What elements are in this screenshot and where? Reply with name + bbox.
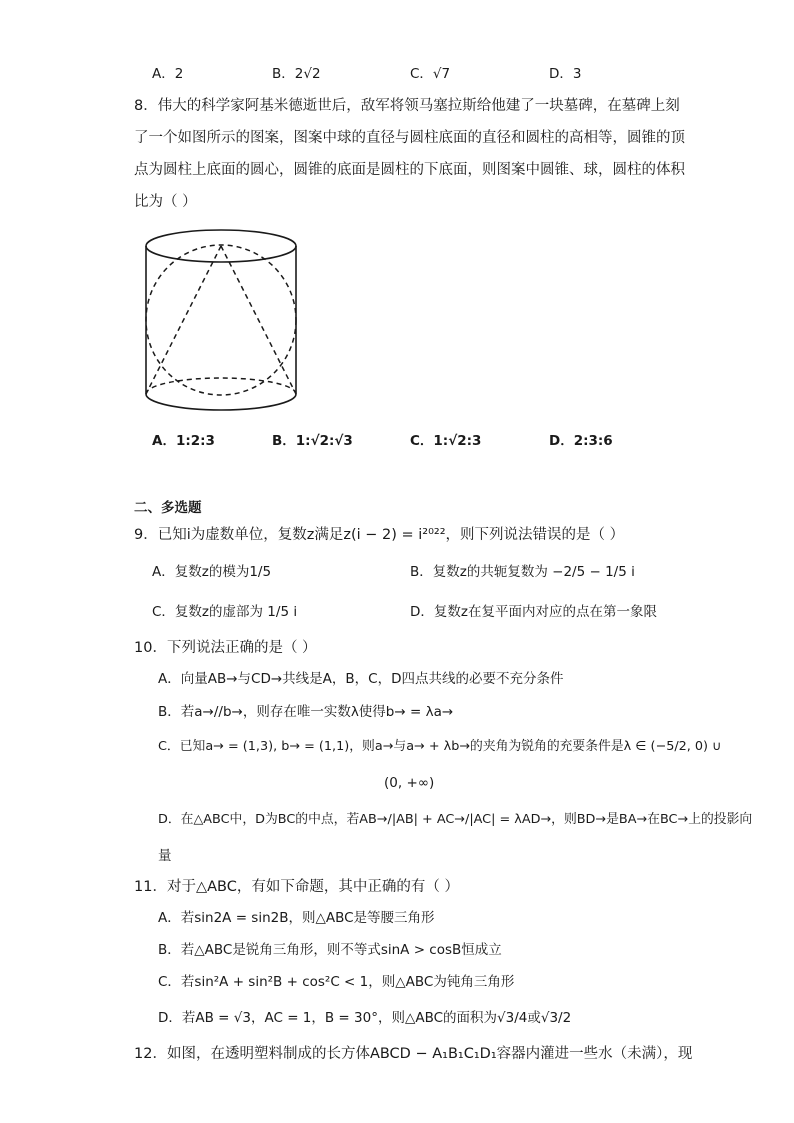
q8-option-d: D．2:3:6 [549, 433, 613, 449]
q8-option-a: A．1:2:3 [152, 433, 215, 449]
q10-option-a: A．向量AB→与CD→共线是A，B，C，D四点共线的必要不充分条件 [158, 671, 564, 687]
q7-option-b: B．2√2 [272, 66, 321, 82]
q9-option-d: D．复数z在复平面内对应的点在第一象限 [410, 604, 657, 620]
q8-stem-line-3: 点为圆柱上底面的圆心，圆锥的底面是圆柱的下底面，则图案中圆锥、球，圆柱的体积 [134, 162, 685, 178]
cylinder-bottom-front-arc [146, 394, 296, 410]
sphere-outline [146, 245, 296, 395]
q11-option-c: C．若sin²A + sin²B + cos²C < 1，则△ABC为钝角三角形 [158, 974, 515, 990]
q10-option-c-continuation: (0, +∞) [384, 775, 435, 791]
q7-option-c: C．√7 [410, 66, 451, 82]
q9-option-a: A．复数z的模为1/5 [152, 564, 272, 580]
q9-stem: 9．已知i为虚数单位，复数z满足z(i − 2) = i²⁰²²，则下列说法错误的是（ ） [134, 527, 625, 543]
q12-stem: 12．如图，在透明塑料制成的长方体ABCD − A₁B₁C₁D₁容器内灌进一些水（未满），现 [134, 1046, 693, 1062]
q8-option-c: C．1:√2:3 [410, 433, 482, 449]
q11-stem: 11．对于△ABC，有如下命题，其中正确的有（ ） [134, 879, 459, 895]
cone-right-edge [221, 246, 296, 394]
q11-option-a: A．若sin2A = sin2B，则△ABC是等腰三角形 [158, 910, 435, 926]
q11-option-b: B．若△ABC是锐角三角形，则不等式sinA > cosB恒成立 [158, 942, 502, 958]
q7-option-d: D．3 [549, 66, 582, 82]
q8-option-b: B．1:√2:√3 [272, 433, 353, 449]
cylinder-sphere-cone-figure [138, 216, 304, 422]
q7-option-a: A．2 [152, 66, 184, 82]
q8-stem-line-1: 8．伟大的科学家阿基米德逝世后，敌军将领马塞拉斯给他建了一块墓碑，在墓碑上刻 [134, 98, 680, 114]
q10-stem: 10．下列说法正确的是（ ） [134, 640, 317, 656]
q11-option-d: D．若AB = √3，AC = 1，B = 30°，则△ABC的面积为√3/4或√3/2 [158, 1010, 572, 1026]
q8-stem-line-4: 比为（ ） [134, 194, 197, 210]
cylinder-bottom-back-arc [146, 378, 296, 394]
q8-stem-line-2: 了一个如图所示的图案，图案中球的直径与圆柱底面的直径和圆柱的高相等，圆锥的顶 [134, 130, 685, 146]
cone-left-edge [146, 246, 221, 394]
q9-option-b: B．复数z的共轭复数为 −2/5 − 1/5 i [410, 564, 635, 580]
q10-option-d: D．在△ABC中，D为BC的中点，若AB→/|AB| + AC→/|AC| = λAD→，则BD→是BA→在BC→上的投影向 [158, 812, 753, 827]
q10-option-c: C．已知a→ = (1,3), b→ = (1,1)，则a→与a→ + λb→的夹角为锐角的充要条件是λ ∈ (−5/2, 0) ∪ [158, 739, 722, 754]
q10-option-d-continuation: 量 [158, 848, 172, 864]
q10-option-b: B．若a→//b→，则存在唯一实数λ使得b→ = λa→ [158, 704, 454, 720]
section-heading: 二、多选题 [134, 500, 202, 516]
q9-option-c: C．复数z的虚部为 1/5 i [152, 604, 298, 620]
